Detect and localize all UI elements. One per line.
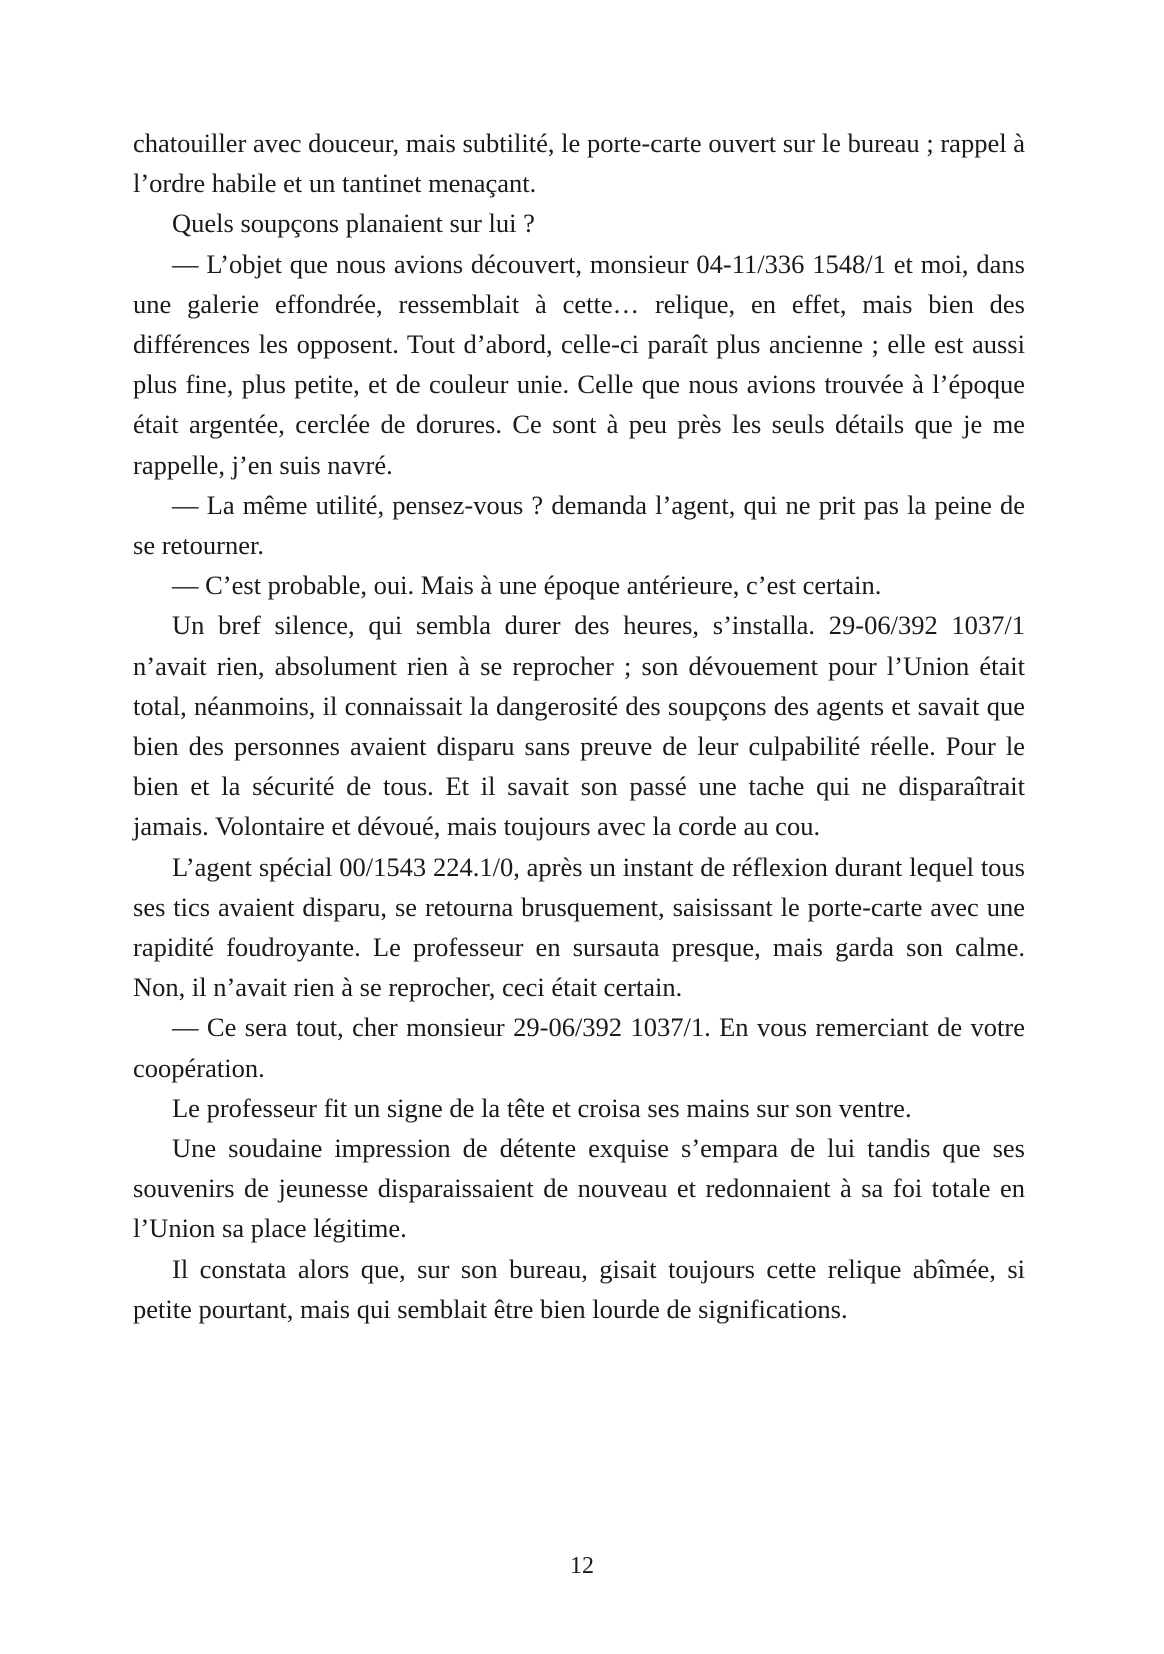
page-number: 12 [570,1553,594,1579]
paragraph: chatouiller avec douceur, mais subtilité, le porte-carte ouvert sur le bureau ; rappel à l’ordre habile et un tantinet menaçant. [133,128,1025,199]
body-text [133,123,1025,1329]
paragraph: Le professeur fit un signe de la tête et croisa ses mains sur son ventre. [172,1092,912,1123]
paragraph: Il constata alors que, sur son bureau, gisait toujours cette relique abîmée, si petite pourtant, mais qui semblait être bien lourde de significations. [133,1253,1025,1324]
paragraph: — La même utilité, pensez-vous ? demanda l’agent, qui ne prit pas la peine de se retourner. [133,489,1025,561]
paragraph: Un bref silence, qui sembla durer des heures, s’installa. 29-06/392 1037/1 n’avait rien, absolument rien à se reprocher ; son dévouement pour l’Union était total, néanmoins, il connaissait la dangerosité des soupçons des agents et savait que bien des personnes avaient disparu sans preuve de leur culpabilité réelle. Pour le bien et la sécurité de tous. Et il savait son passé une tache qui ne disparaîtrait jamais. Volontaire et dévoué, mais toujours avec la corde au cou. [133,610,1025,842]
paragraph: Une soudaine impression de détente exquise s’empara de lui tandis que ses souvenirs de jeunesse disparaissaient de nouveau et redonnaient à sa foi totale en l’Union sa place légitime. [133,1133,1025,1244]
paragraph: Quels soupçons planaient sur lui ? [172,208,535,239]
paragraph: — C’est probable, oui. Mais à une époque antérieure, c’est certain. [172,570,882,601]
paragraph: — L’objet que nous avions découvert, monsieur 04-11/336 1548/1 et moi, dans une galerie effondrée, ressemblait à cette… relique, en effet, mais bien des différences les opposent. Tout d’abord, celle-ci paraît plus ancienne ; elle est aussi plus fine, plus petite, et de couleur unie. Celle que nous avions trouvée à l’époque était argentée, cerclée de dorures. Ce sont à peu près les seuls détails que je me rappelle, j’en suis navré. [133,248,1025,480]
paragraph: L’agent spécial 00/1543 224.1/0, après un instant de réflexion durant lequel tous ses tics avaient disparu, se retourna brusquement, saisissant le porte-carte avec une rapidité foudroyante. Le professeur en sursauta presque, mais garda son calme. Non, il n’avait rien à se reprocher, ceci était certain. [133,851,1025,1003]
paragraph: — Ce sera tout, cher monsieur 29-06/392 1037/1. En vous remerciant de votre coopération. [133,1012,1025,1083]
